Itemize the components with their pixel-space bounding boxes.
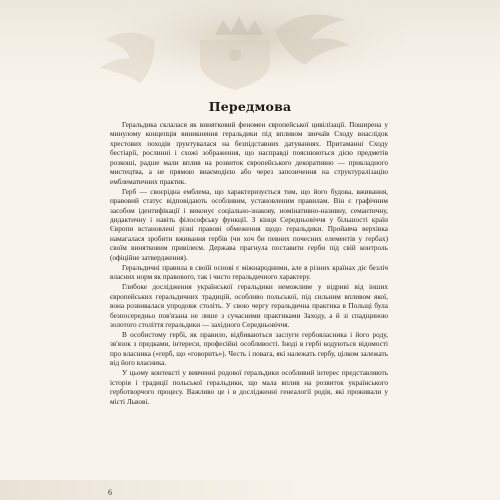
paragraph: Герб — своєрідна емблема, що характеризується тим, що його будова, вживання, правовий статус відповідають особливим, установленим правилам. Він є графічним засобом ідентифікації і виконує соціально-знакову, номінативно-називну, семантичну, дидактичну і навіть філософську функції. З кінця Середньовіччя у більшості країн Європи встановлені різні правові обмеження щодо геральдики. Пройавча верхівка намагалася зробити вживання гербів (чи хоч би певних почесних елементів у гербах) своїм винятковим привілеєм. Держава прагнула поставити герби під свій контроль (офіційне затвердження).	[110, 187, 388, 262]
paragraph: В особистому гербі, як правило, відбиваються заслуги гербовласника і його роду, зв'язок з предками, інтереси, професійні особливості. Іноді в гербі кодуються відомості про власника («герб, що «говорить»). Честь і повага, які належать гербу, цілком залежать від його власника.	[110, 330, 388, 368]
page-title: Передмова	[208, 99, 292, 114]
paragraph: Геральдика склалася як винятковий феномен європейської цивілізації. Поширена у минулому концепція виникнення геральдики під впливом звичаїв Сходу внаслідок хрестових походів ґрунтувалася на безпідставних датуваннях. Притаманні Сходу бестіарії, рослинні і схожі зображення, що насправді пояснюються дією предметів розкоші, радше мали вплив на розвиток європейського декоративно — прикладного мистецтва, а не прямою виаємодією або через запозичення на структуралізацію емблематичних практик.	[110, 121, 388, 186]
coat-of-arms-decoration	[95, 0, 405, 92]
footer-ornament	[0, 480, 500, 500]
paragraph: Глибоке дослідження української геральдики неможливе у відриві від інших європейських геральдичних традицій, особливо польської, під сильним впливом якої, вона розвивалася упродовж століть. У свою чергу геральдична практика в Польщі була безпосередньо пов'язана не лише з сучасними практиками Заходу, а й зі спадщиною золотого століття геральдики — західного Середньовіччя.	[110, 283, 388, 330]
paragraph: Геральдичні правила в своїй основі є міжнародними, але в різних країнах діє безліч власних норм як правового, так і чисто геральдичного характеру.	[110, 263, 388, 282]
paragraph: У цьому контексті у вивченні родової геральдики особливий інтерес представляють історія і традиції польської геральдики, що мала вплив на розвиток українського герботворчого процесу. Важливо це і в дослідженні генеалогії родів, які проживали у місті Львові.	[110, 369, 388, 406]
page-number: 6	[108, 488, 112, 497]
text-body	[110, 121, 388, 408]
